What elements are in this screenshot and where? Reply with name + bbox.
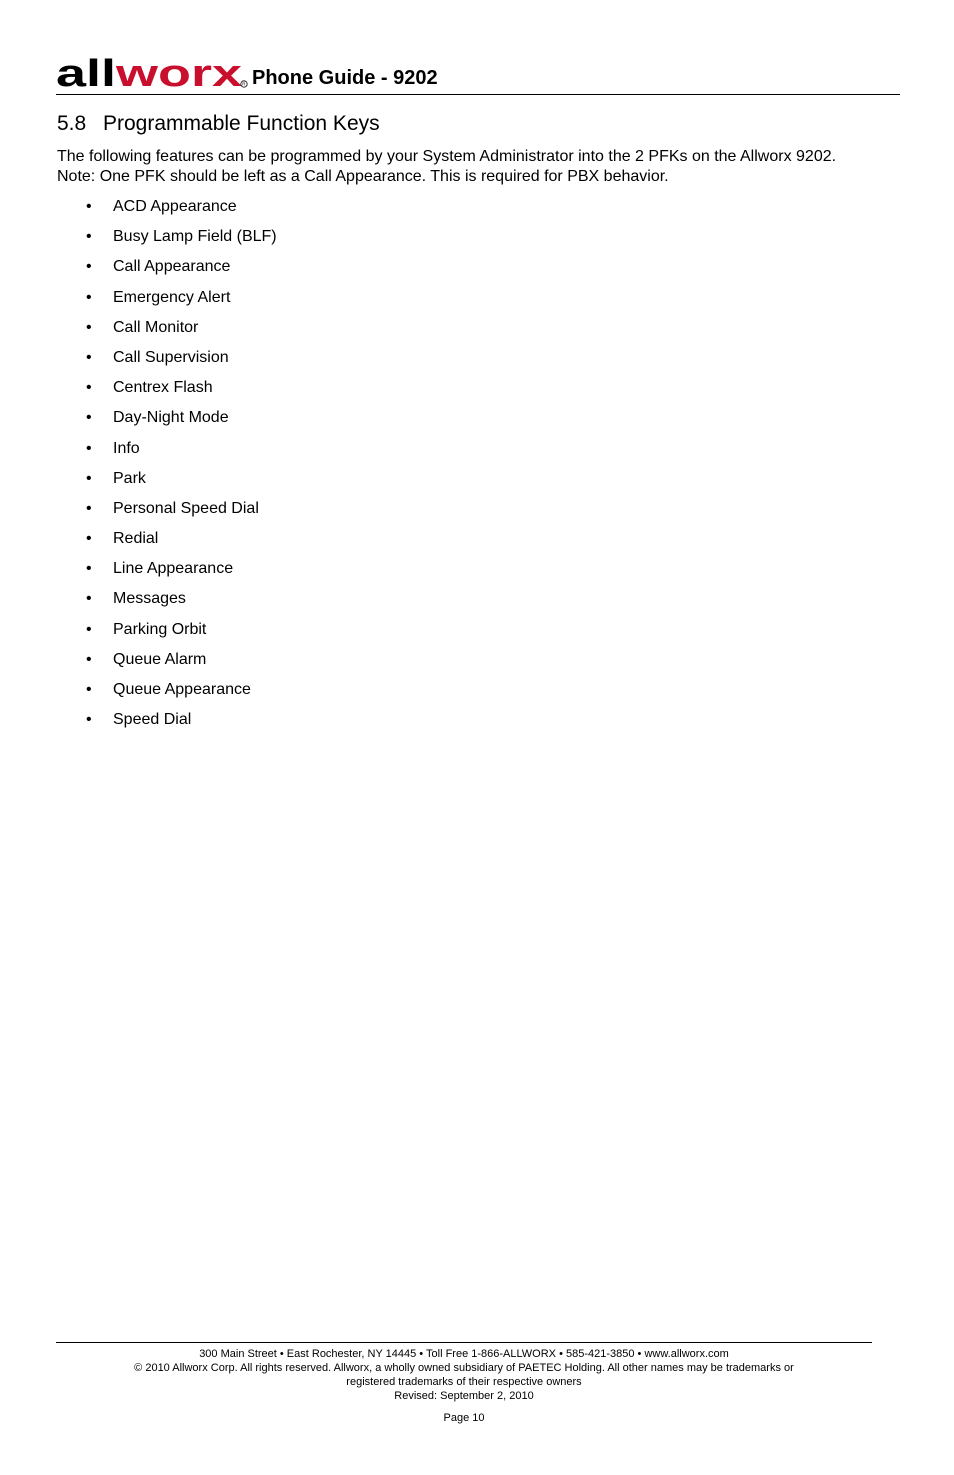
list-item xyxy=(86,707,277,737)
list-item xyxy=(86,254,277,284)
bullet-icon: • xyxy=(86,650,92,668)
intro-paragraph xyxy=(57,147,836,187)
list-item xyxy=(86,375,277,405)
bullet-icon: • xyxy=(86,620,92,638)
section-heading xyxy=(57,112,380,136)
list-item-label: Info xyxy=(113,439,140,457)
list-item-label: ACD Appearance xyxy=(113,198,237,215)
list-item xyxy=(86,556,277,586)
bullet-icon: • xyxy=(86,288,92,306)
list-item-label: Call Appearance xyxy=(113,258,231,276)
list-item-label: Queue Alarm xyxy=(113,650,207,668)
page-header xyxy=(56,48,900,95)
bullet-icon: • xyxy=(86,258,92,276)
svg-text:R: R xyxy=(242,81,246,87)
list-item-label: Messages xyxy=(113,590,186,608)
footer-address: 300 Main Street • East Rochester, NY 14445 • Toll Free 1-866-ALLWORX • 585-421-3850 • www.allworx.com xyxy=(199,1348,729,1360)
list-item xyxy=(86,345,277,375)
bullet-icon: • xyxy=(86,469,92,487)
list-item-label: Park xyxy=(113,469,146,487)
list-item xyxy=(86,647,277,677)
document-title: Phone Guide - 9202 xyxy=(252,67,438,89)
section-title: Programmable Function Keys xyxy=(103,112,380,135)
list-item-label: Call Monitor xyxy=(113,318,199,336)
list-item-label: Line Appearance xyxy=(113,560,234,578)
list-item xyxy=(86,405,277,435)
bullet-icon: • xyxy=(86,590,92,608)
bullet-icon: • xyxy=(86,439,92,457)
list-item-label: Emergency Alert xyxy=(113,288,231,306)
list-item-label: Redial xyxy=(113,530,159,548)
bullet-icon: • xyxy=(86,318,92,336)
list-item xyxy=(86,466,277,496)
list-item xyxy=(86,526,277,556)
list-item-label: Speed Dial xyxy=(113,711,192,729)
list-item xyxy=(86,586,277,616)
list-item-label: Personal Speed Dial xyxy=(113,499,259,517)
bullet-icon: • xyxy=(86,560,92,578)
bullet-icon: • xyxy=(86,681,92,698)
list-item-label: Call Supervision xyxy=(113,348,229,366)
list-item-label: Parking Orbit xyxy=(113,620,207,638)
list-item-label: Queue Appearance xyxy=(113,681,251,698)
footer-copyright: © 2010 Allworx Corp. All rights reserved. Allworx, a wholly owned subsidiary of PAETEC Holding. All other names may be trademarks or xyxy=(134,1362,794,1374)
footer-revised: Revised: September 2, 2010 xyxy=(394,1390,534,1402)
section-number: 5.8 xyxy=(57,112,87,135)
feature-list xyxy=(86,194,277,737)
list-item xyxy=(86,496,277,526)
page-number: Page 10 xyxy=(443,1412,485,1424)
bullet-icon: • xyxy=(86,379,92,397)
footer-trademarks: registered trademarks of their respective owners xyxy=(346,1376,582,1388)
list-item-label: Centrex Flash xyxy=(113,379,213,397)
bullet-icon: • xyxy=(86,228,92,246)
page-footer xyxy=(56,1342,872,1425)
bullet-icon: • xyxy=(86,409,92,427)
bullet-icon: • xyxy=(86,348,92,366)
intro-line-1: The following features can be programmed by your System Administrator into the 2 PFKs on the Allworx 9202. xyxy=(57,148,837,165)
list-item xyxy=(86,315,277,345)
list-item xyxy=(86,285,277,315)
bullet-icon: • xyxy=(86,711,92,729)
list-item-label: Busy Lamp Field (BLF) xyxy=(113,228,277,246)
list-item xyxy=(86,224,277,254)
allworx-logo-text: all worx xyxy=(56,53,205,90)
bullet-icon: • xyxy=(86,499,92,517)
bullet-icon: • xyxy=(86,198,92,215)
list-item-label: Day-Night Mode xyxy=(113,409,229,427)
intro-note: Note: One PFK should be left as a Call Appearance. This is required for PBX behavior. xyxy=(57,168,669,185)
allworx-logo xyxy=(56,48,248,90)
bullet-icon: • xyxy=(86,530,92,548)
list-item xyxy=(86,677,277,707)
list-item xyxy=(86,194,277,224)
list-item xyxy=(86,436,277,466)
list-item xyxy=(86,617,277,647)
